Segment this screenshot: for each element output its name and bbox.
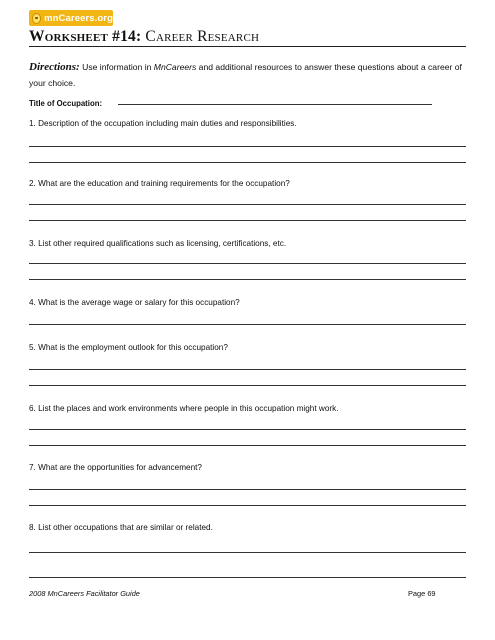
title-divider bbox=[29, 46, 466, 47]
answer-line[interactable] bbox=[29, 505, 466, 506]
answer-line[interactable] bbox=[29, 489, 466, 490]
directions-text bbox=[29, 59, 465, 91]
answer-line[interactable] bbox=[29, 324, 466, 325]
question-3: 3. List other required qualifications such as licensing, certifications, etc. bbox=[29, 239, 287, 248]
question-6: 6. List the places and work environments where people in this occupation might work. bbox=[29, 404, 339, 413]
answer-line[interactable] bbox=[29, 220, 466, 221]
page-title bbox=[29, 28, 259, 46]
directions-text-after: and additional resources to answer these questions about a career of your choice. bbox=[29, 62, 462, 88]
answer-line[interactable] bbox=[29, 204, 466, 205]
answer-line[interactable] bbox=[29, 552, 466, 553]
answer-line[interactable] bbox=[29, 429, 466, 430]
directions-text-before: Use information in bbox=[79, 62, 154, 72]
question-8: 8. List other occupations that are similar or related. bbox=[29, 523, 213, 532]
answer-line[interactable] bbox=[29, 162, 466, 163]
question-7: 7. What are the opportunities for advancement? bbox=[29, 463, 202, 472]
answer-line[interactable] bbox=[29, 263, 466, 264]
answer-line[interactable] bbox=[29, 369, 466, 370]
directions-text-italic: MnCareers bbox=[153, 62, 197, 72]
answer-line[interactable] bbox=[29, 445, 466, 446]
answer-line[interactable] bbox=[29, 385, 466, 386]
question-2: 2. What are the education and training requirements for the occupation? bbox=[29, 179, 290, 188]
directions-label: Directions: bbox=[29, 61, 80, 73]
footer-guide-title: 2008 MnCareers Facilitator Guide bbox=[29, 589, 140, 598]
answer-line[interactable] bbox=[29, 577, 466, 578]
question-1: 1. Description of the occupation including main duties and responsibilities. bbox=[29, 119, 297, 128]
answer-line[interactable] bbox=[29, 279, 466, 280]
question-4: 4. What is the average wage or salary for this occupation? bbox=[29, 298, 240, 307]
mncareers-logo bbox=[29, 10, 113, 26]
occupation-title-field[interactable] bbox=[118, 104, 432, 105]
occupation-title-label: Title of Occupation: bbox=[29, 99, 103, 108]
question-5: 5. What is the employment outlook for this occupation? bbox=[29, 343, 228, 352]
logo-text: mnCareers.org bbox=[44, 12, 113, 24]
answer-line[interactable] bbox=[29, 146, 466, 147]
title-rest: Career Research bbox=[141, 28, 260, 45]
smiley-icon bbox=[32, 13, 41, 24]
title-lead: Worksheet #14: bbox=[29, 28, 142, 45]
footer-page-number: Page 69 bbox=[408, 589, 436, 598]
